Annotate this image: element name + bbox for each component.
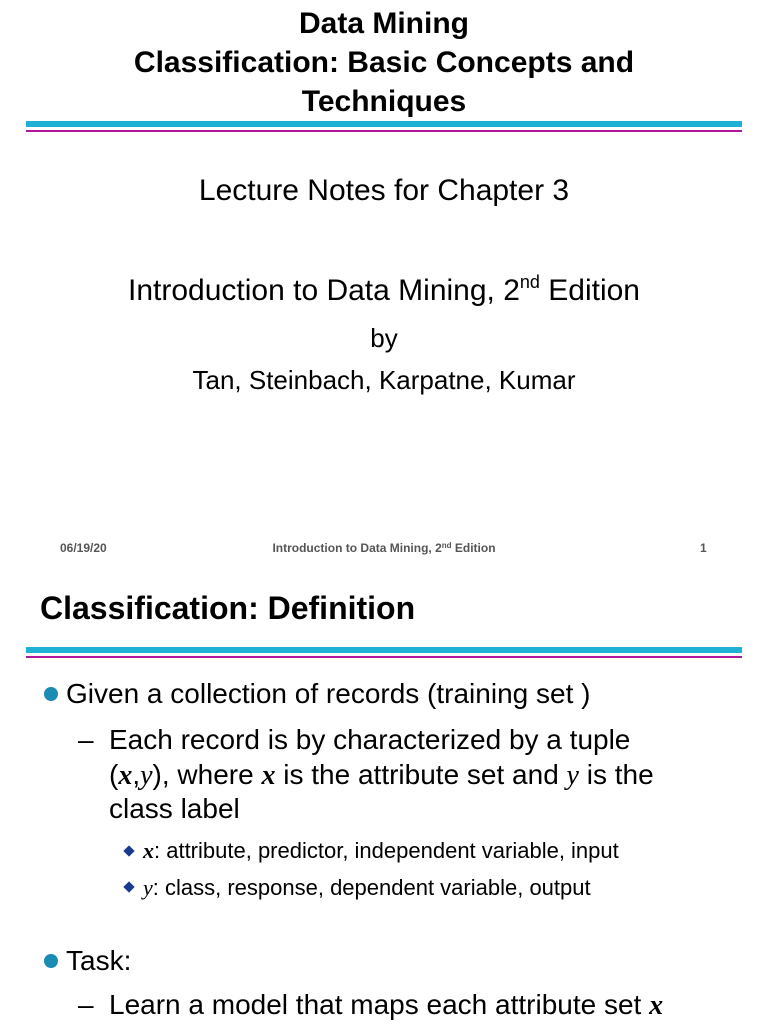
sub-y-var: y <box>143 875 153 900</box>
sub-x-definition <box>143 837 619 865</box>
footer-page-number: 1 <box>700 541 707 555</box>
learn-model-text: Learn a model that maps each attribute set <box>109 989 650 1020</box>
by-line: by <box>370 323 398 353</box>
footer-book-main: Introduction to Data Mining, 2 <box>272 541 442 555</box>
slide-rule-magenta <box>26 656 742 658</box>
footer-book-tail: Edition <box>451 541 496 555</box>
title-rule <box>26 121 742 132</box>
book-title <box>0 273 768 309</box>
bullet-given-collection: Given a collection of records (training set ) <box>66 678 591 709</box>
is-the-text: is the <box>578 759 654 790</box>
title-rule-cyan <box>26 121 742 127</box>
sub-x-var: x <box>143 838 154 863</box>
paren-close-where: ), where <box>152 759 262 790</box>
var-y: y <box>140 760 153 791</box>
slide-rule-cyan <box>26 647 742 653</box>
lecture-notes: Lecture Notes for Chapter 3 <box>198 174 570 207</box>
book-title-sup: nd <box>519 272 540 292</box>
var-x: x <box>118 760 133 791</box>
sub-y-definition <box>143 874 591 902</box>
diamond-bullet-icon <box>123 881 134 892</box>
paren-open: ( <box>109 759 119 790</box>
book-title-main: Introduction to Data Mining, 2 <box>128 274 520 307</box>
attribute-set-text: is the attribute set and <box>275 759 567 790</box>
dash-icon: – <box>78 724 94 755</box>
deck-title <box>0 4 768 121</box>
diamond-bullet-icon <box>123 845 134 856</box>
footer-book <box>0 541 768 555</box>
deck-title-line-3: Techniques <box>301 85 467 118</box>
title-rule-magenta <box>26 130 742 132</box>
bullet-icon <box>44 687 58 701</box>
learn-model-var-x: x <box>649 990 664 1021</box>
definition-slide <box>0 572 768 1024</box>
deck-title-line-1: Data Mining <box>299 7 469 40</box>
authors: Tan, Steinbach, Karpatne, Kumar <box>192 365 576 395</box>
slide-title: Classification: Definition <box>40 590 416 626</box>
footer-book-sup: nd <box>441 541 452 550</box>
footer-date: 06/19/20 <box>60 541 107 555</box>
dash-icon: – <box>78 989 94 1020</box>
book-title-tail: Edition <box>539 274 640 307</box>
bullet-task: Task: <box>66 945 132 976</box>
deck-title-line-2: Classification: Basic Concepts and <box>133 46 635 79</box>
comma: , <box>132 759 141 790</box>
sub-record-line-3: class label <box>109 793 240 824</box>
sub-record-line-2 <box>109 758 654 793</box>
bullet-icon <box>44 954 58 968</box>
sub-learn-model <box>109 988 663 1023</box>
var-x-2: x <box>261 760 276 791</box>
sub-y-text: : class, response, dependent variable, output <box>152 875 591 900</box>
sub-x-text: : attribute, predictor, independent variable, input <box>154 838 619 863</box>
sub-record-line-1: Each record is by characterized by a tuple <box>109 724 631 755</box>
var-y-2: y <box>566 760 579 791</box>
slide-rule <box>26 647 742 658</box>
